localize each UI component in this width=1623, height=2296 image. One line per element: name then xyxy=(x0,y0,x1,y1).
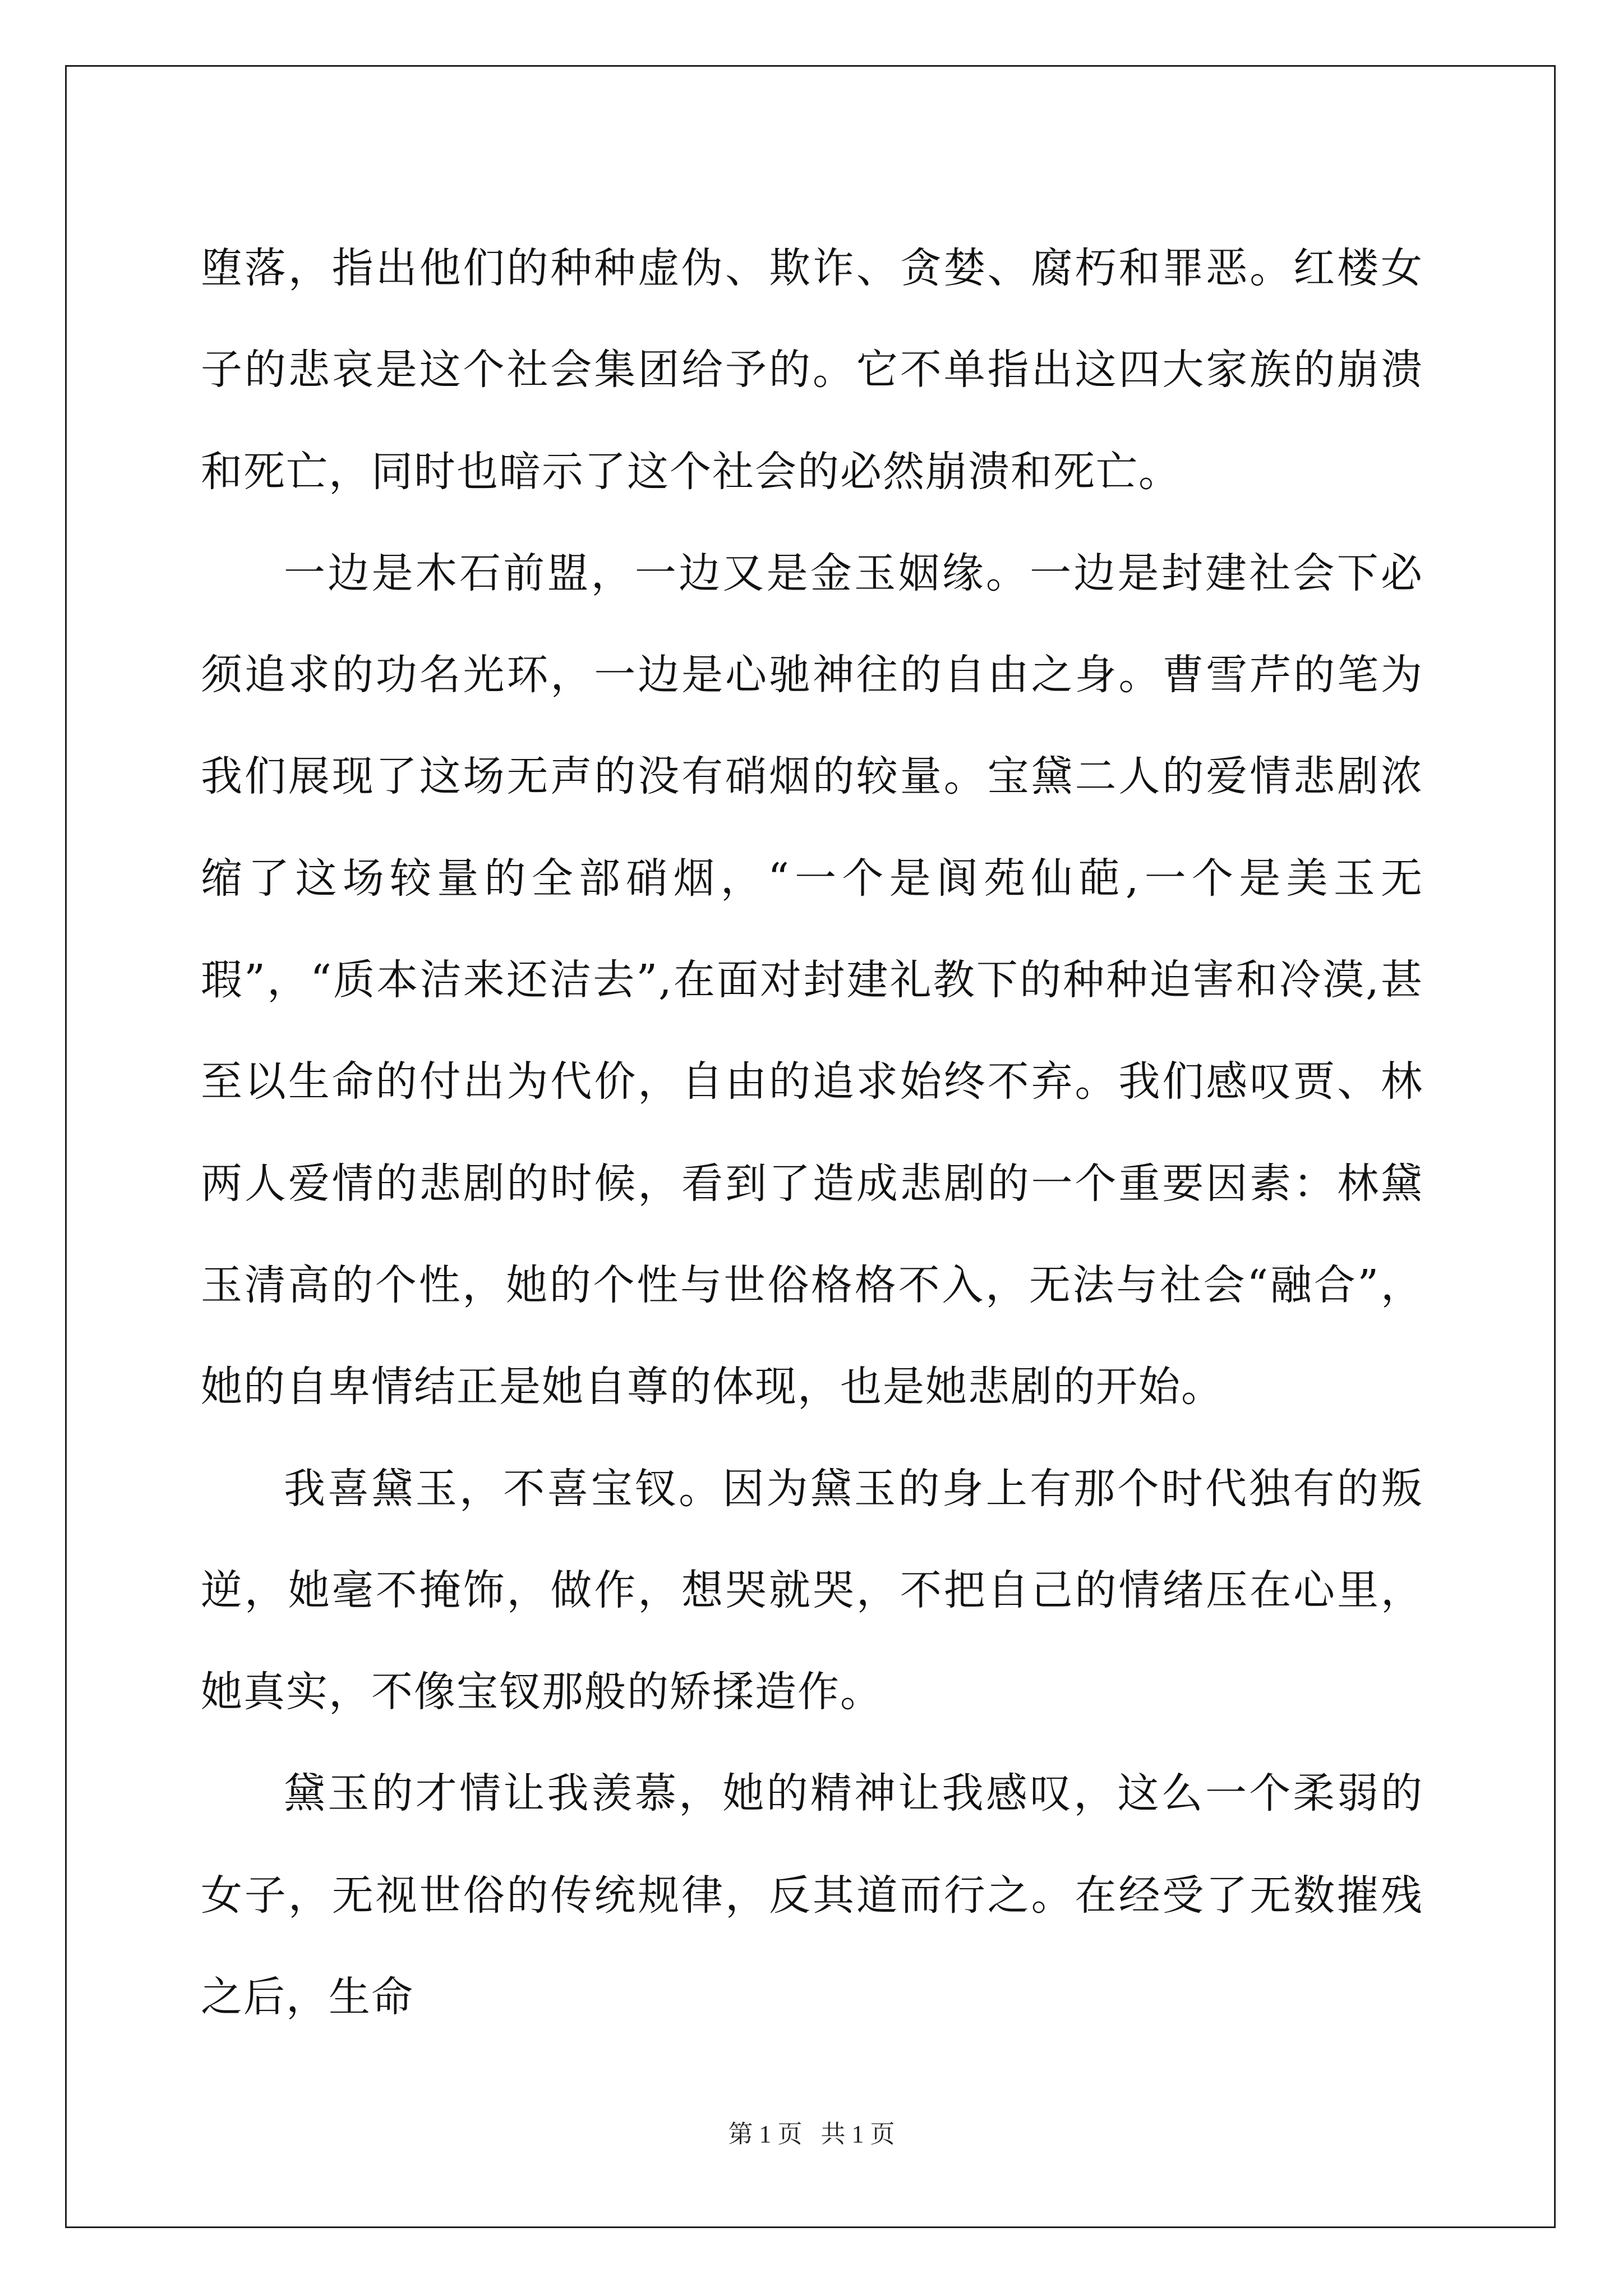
paragraph-1: 堕落，指出他们的种种虚伪、欺诈、贪婪、腐朽和罪恶。红楼女子的悲哀是这个社会集团给予的。它不单指出这四大家族的崩溃和死亡，同时也暗示了这个社会的必然崩溃和死亡。 xyxy=(201,244,1423,496)
paragraph-4: 黛玉的才情让我羡慕，她的精神让我感叹，这么一个柔弱的女子，无视世俗的传统规律，反其道而行之。在经受了无数摧残之后，生命 xyxy=(201,1769,1423,2022)
paragraph-2: 一边是木石前盟，一边又是金玉姻缘。一边是封建社会下必须追求的功名光环，一边是心驰神往的自由之身。曹雪芹的笔为我们展现了这场无声的没有硝烟的较量。宝黛二人的爱情悲剧浓缩了这场较量的全部硝烟，“一个是阆苑仙葩,一个是美玉无瑕”，“质本洁来还洁去”,在面对封建礼教下的种种迫害和冷漠,甚至以生命的付出为代价，自由的追求始终不弃。我们感叹贾、林两人爱情的悲剧的时候，看到了造成悲剧的一个重要因素：林黛玉清高的个性，她的个性与世俗格格不入，无法与社会“融合”，她的自卑情结正是她自尊的体现，也是她悲剧的开始。 xyxy=(201,549,1423,1411)
document-body xyxy=(201,218,1423,2048)
page-number-footer: 第 1 页 共 1 页 xyxy=(728,2120,895,2148)
paragraph-3: 我喜黛玉，不喜宝钗。因为黛玉的身上有那个时代独有的叛逆，她毫不掩饰，做作，想哭就哭，不把自己的情绪压在心里，她真实，不像宝钗那般的矫揉造作。 xyxy=(201,1464,1423,1717)
